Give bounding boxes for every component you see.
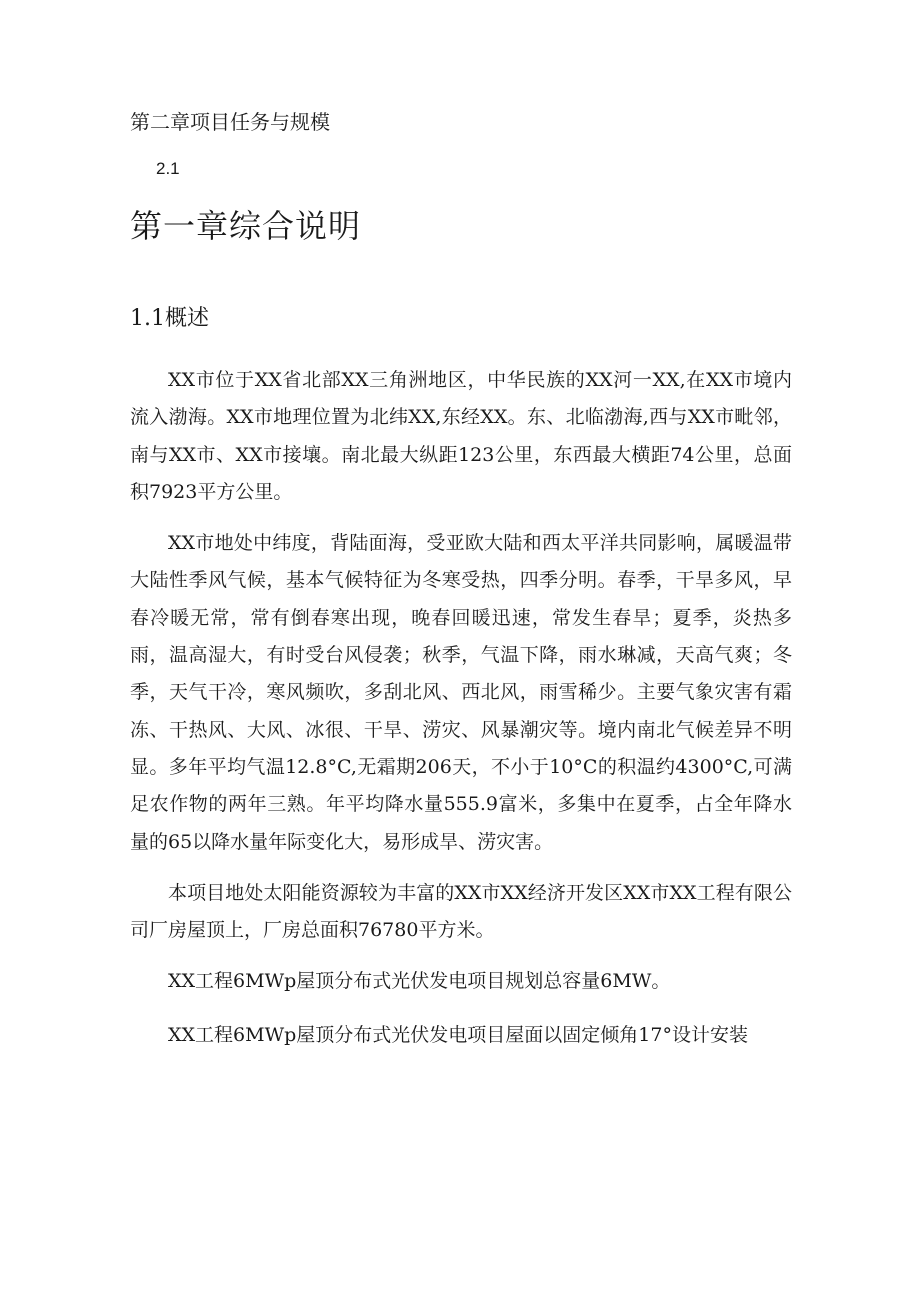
chapter-title: 第一章综合说明 [130,207,362,245]
paragraph-project-site: 本项目地处太阳能资源较为丰富的XX市XX经济开发区XX市XX工程有限公司厂房屋顶上，厂房总面积76780平方米。 [130,881,792,942]
paragraph-capacity: XX工程6MWp屋顶分布式光伏发电项目规划总容量6MW。 [168,970,671,993]
paragraph-climate: XX市地处中纬度，背陆面海，受亚欧大陆和西太平洋共同影响，属暖温带大陆性季风气候，基本气候特征为冬寒受热，四季分明。春季，干旱多风，早春冷暖无常，常有倒春寒出现，晚春回暖迅速，常发生春旱；夏季，炎热多雨，温高湿大，有时受台风侵袭；秋季，气温下降，雨水琳减，天高气爽；冬季，天气干冷，寒风频吹，多刮北风、西北风，雨雪稀少。主要气象灾害有霜冻、干热风、大风、冰很、干旱、涝灾、风暴潮灾等。境内南北气候差异不明显。多年平均气温12.8°C,无霜期206天，不小于10°C的积温约4300°C,可满足农作物的两年三熟。年平均降水量555.9富米，多集中在夏季，占全年降水量的65以降水量年际变化大，易形成旱、涝灾害。 [130,532,792,853]
paragraph-location: XX市位于XX省北部XX三角洲地区，中华民族的XX河一XX,在XX市境内流入渤海。XX市地理位置为北纬XX,东经XX。东、北临渤海,西与XX市毗邻，南与XX市、XX市接壤。南北最大纵距123公里，东西最大横距74公里，总面积7923平方公里。 [130,369,792,503]
paragraph-installation: XX工程6MWp屋顶分布式光伏发电项目屋面以固定倾角17°设计安装 [168,1023,748,1046]
section-title: 1.1概述 [130,306,209,331]
toc-section-number: 2.1 [156,159,180,178]
body-text [130,362,792,1070]
toc-chapter-title: 第二章项目任务与规模 [130,110,330,134]
